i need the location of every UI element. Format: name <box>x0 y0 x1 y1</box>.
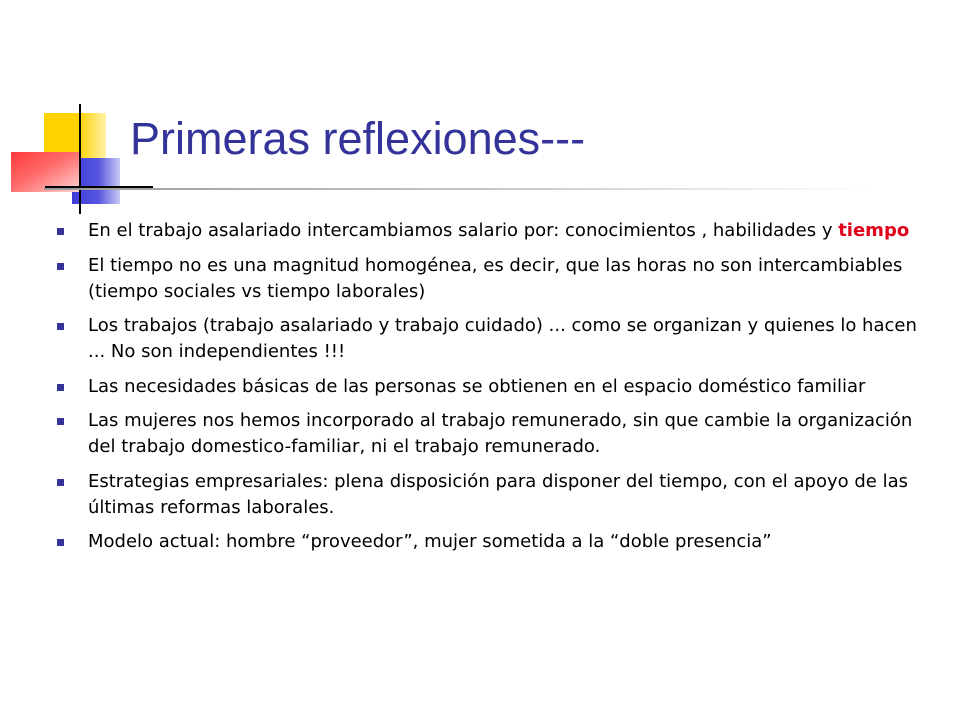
bullet-highlight-text: tiempo <box>838 220 910 241</box>
bullet-marker-icon <box>57 418 64 425</box>
bullet-marker-icon <box>57 323 64 330</box>
bullet-item <box>56 408 926 460</box>
bullet-text: El tiempo no es una magnitud homogénea, es decir, que las horas no son intercambiables (tiempo sociales vs tiempo laborales) <box>88 254 903 302</box>
bullet-marker-icon <box>57 384 64 391</box>
slide-title: Primeras reflexiones--- <box>130 113 586 164</box>
bullet-text: Las necesidades básicas de las personas se obtienen en el espacio doméstico familiar <box>88 375 866 397</box>
bullet-list <box>56 218 926 564</box>
bullet-marker-icon <box>57 539 64 546</box>
bullet-item <box>56 469 926 521</box>
bullet-text: Modelo actual: hombre “proveedor”, mujer sometida a la “doble presencia” <box>88 531 772 552</box>
bullet-text: Estrategias empresariales: plena disposición para disponer del tiempo, con el apoyo de las últimas reformas laborales. <box>88 470 908 518</box>
bullet-item <box>56 218 926 244</box>
bullet-item <box>56 529 926 555</box>
bullet-text: Las mujeres nos hemos incorporado al trabajo remunerado, sin que cambie la organización del trabajo domestico-familiar, ni el trabajo remunerado. <box>88 410 913 457</box>
bullet-text: En el trabajo asalariado intercambiamos salario por: conocimientos , habilidades y <box>88 220 839 241</box>
logo-vertical-line <box>79 104 81 214</box>
bullet-item <box>56 253 926 305</box>
bullet-marker-icon <box>57 263 64 270</box>
title-divider <box>44 188 874 190</box>
bullet-item <box>56 374 926 400</box>
bullet-marker-icon <box>57 479 64 486</box>
bullet-text: Los trabajos (trabajo asalariado y trabajo cuidado) ... como se organizan y quienes lo hacen ... No son independientes !!! <box>88 315 917 362</box>
bullet-marker-icon <box>57 228 64 235</box>
bullet-item <box>56 313 926 365</box>
